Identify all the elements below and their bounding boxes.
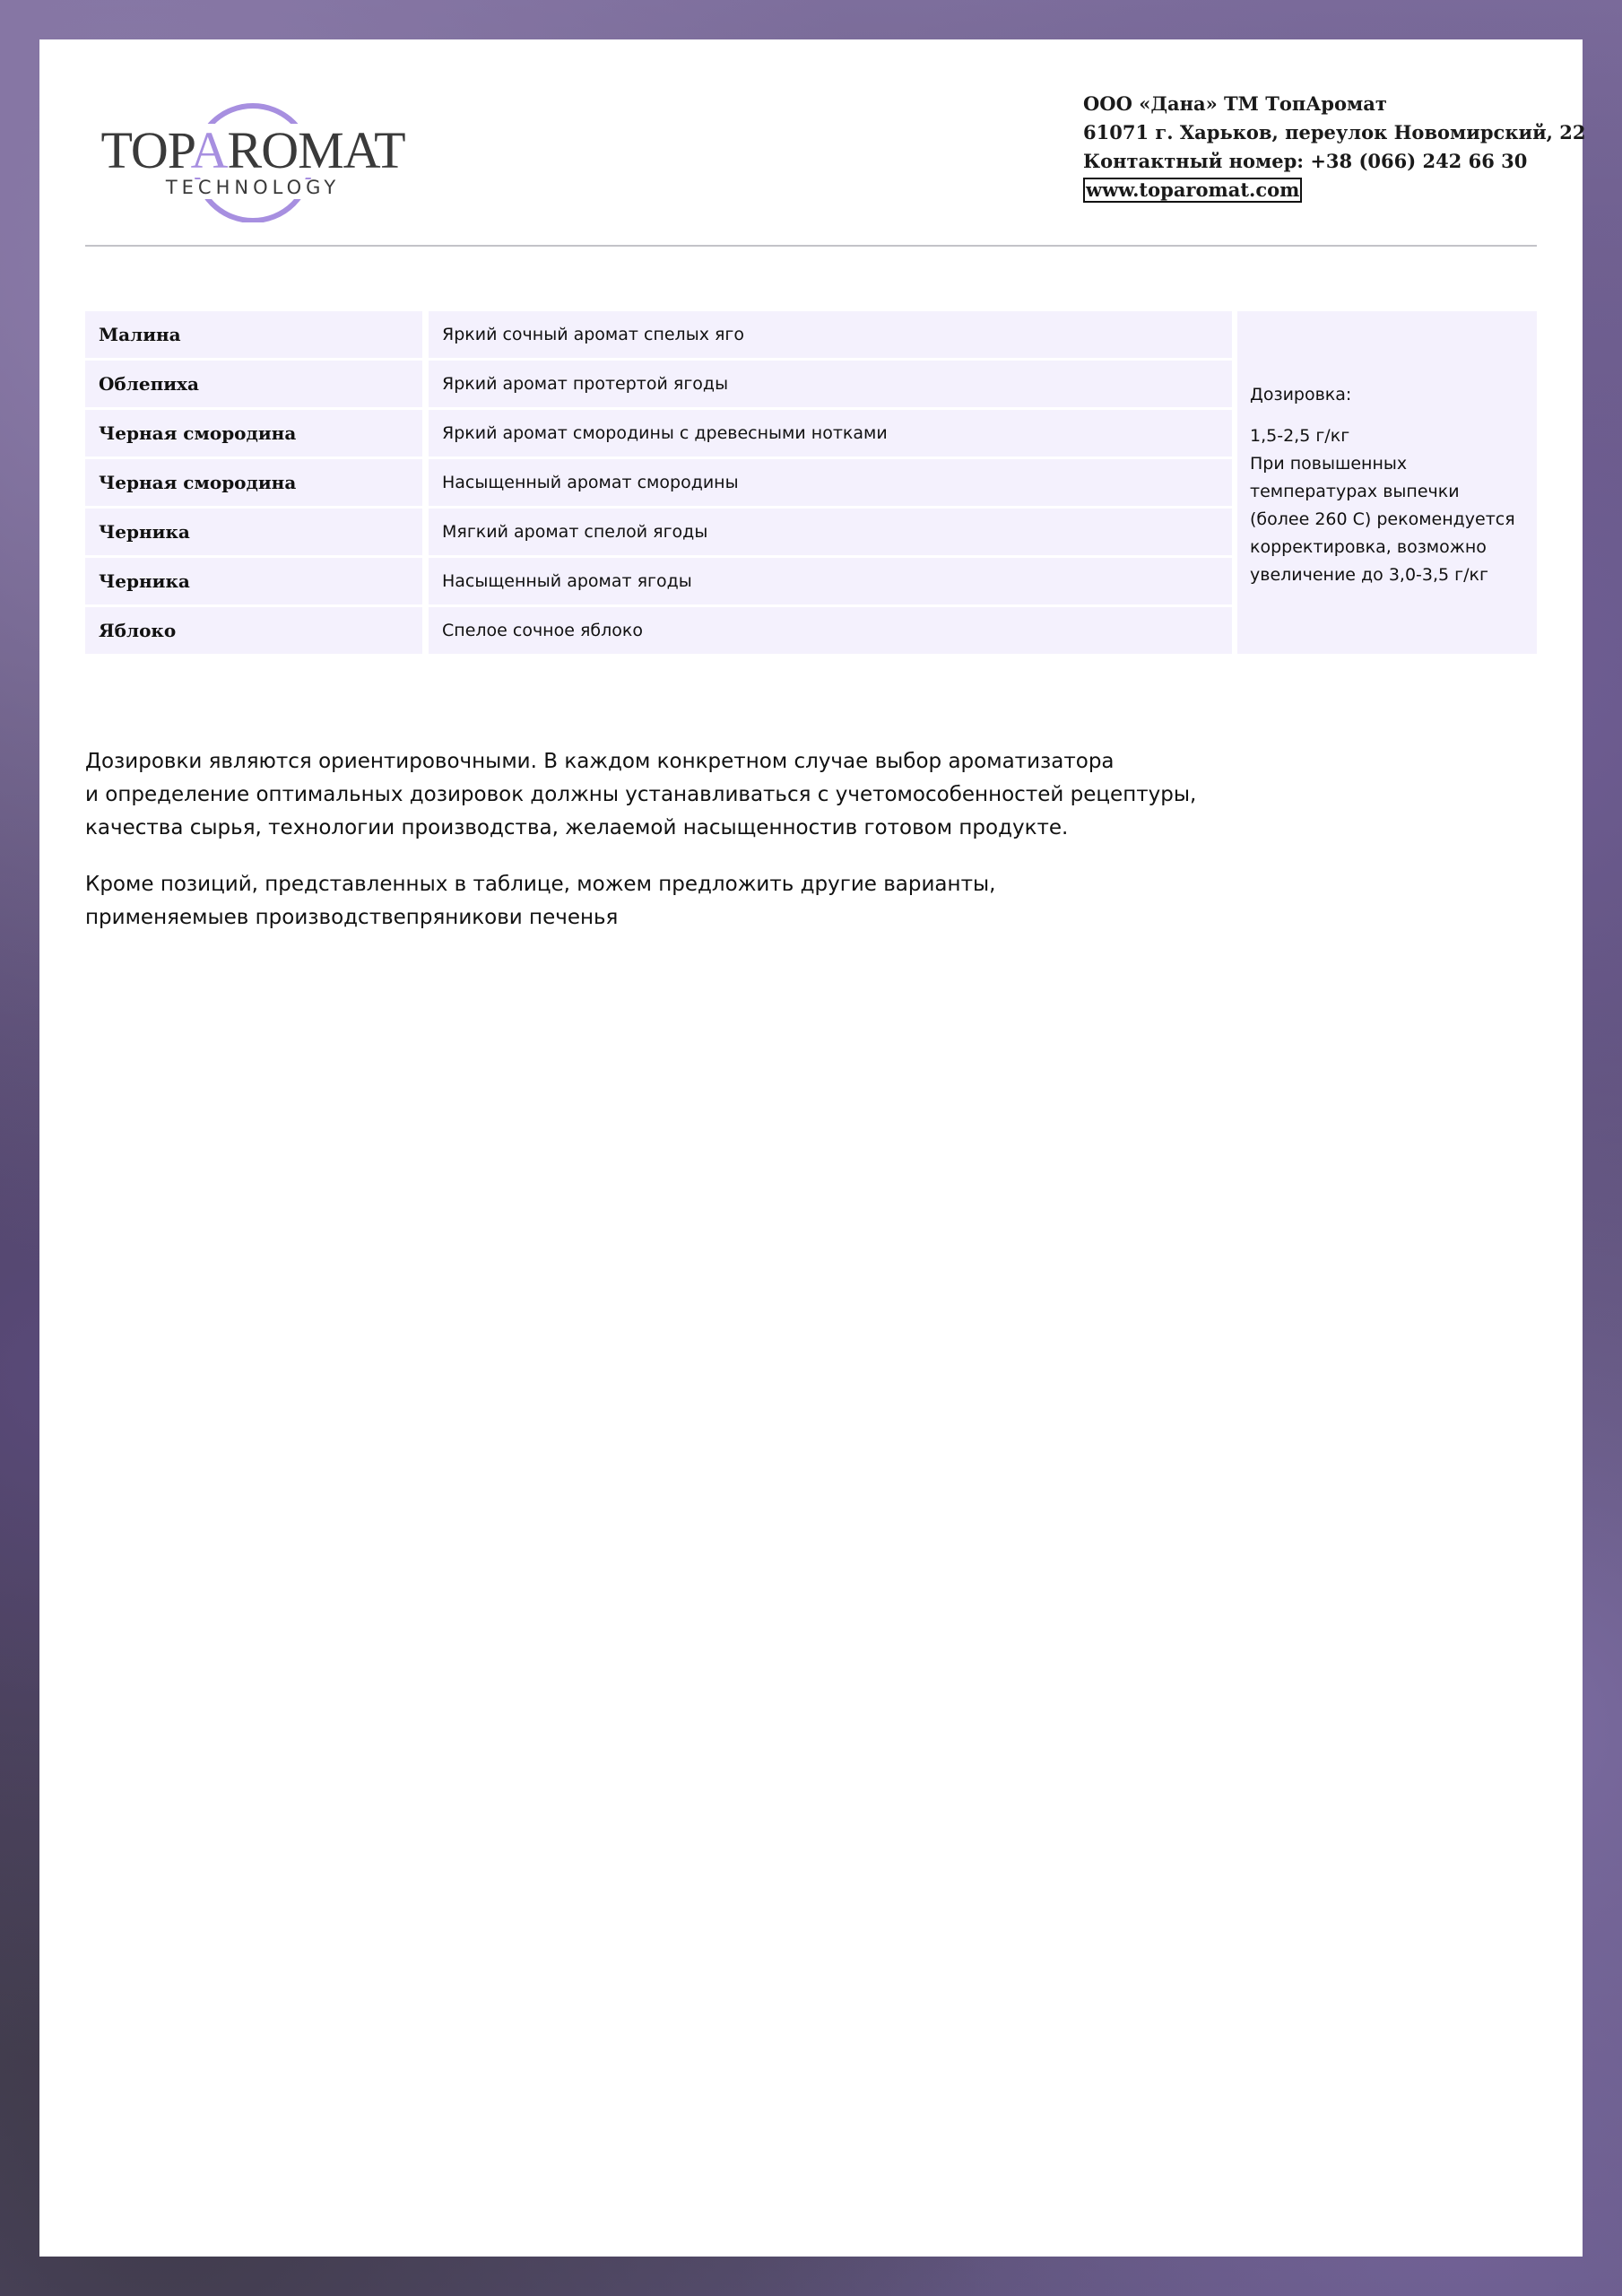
flavor-name: Облепиха — [85, 361, 422, 407]
header-divider — [85, 245, 1537, 247]
contact-block — [1083, 90, 1586, 204]
contact-phone: Контактный номер: +38 (066) 242 66 30 — [1083, 150, 1528, 172]
flavor-name: Черника — [85, 509, 422, 555]
dosage-note: Дозировки являются ориентировочными. В каждом конкретном случае выбор ароматизатора и определение оптимальных дозировок должны устанавливаться с учетомособенностей рецептуры, качества сырья, технологии производства, желаемой насыщенностив готовом продукте. — [85, 750, 1197, 839]
dosage-cell — [1237, 311, 1537, 654]
flavor-name: Черника — [85, 558, 422, 604]
flavor-description: Насыщенный аромат смородины — [429, 459, 1232, 506]
flavor-description: Яркий аромат смородины с древесными нотками — [429, 410, 1232, 457]
company-name: ООО «Дана» ТМ ТопАромат — [1083, 92, 1387, 115]
flavor-description: Мягкий аромат спелой ягоды — [429, 509, 1232, 555]
flavor-description: Яркий аромат протертой ягоды — [429, 361, 1232, 407]
flavor-name: Яблоко — [85, 607, 422, 654]
dosage-label: Дозировка: — [1250, 385, 1352, 404]
toparomat-logo — [91, 97, 414, 222]
flavor-name: Черная смородина — [85, 410, 422, 457]
company-address: 61071 г. Харьков, переулок Новомирский, 22 — [1083, 121, 1586, 144]
flavor-description: Яркий сочный аромат спелых яго — [429, 311, 1232, 358]
flavor-name: Малина — [85, 311, 422, 358]
additional-offer-note: Кроме позиций, представленных в таблице, можем предложить другие варианты, применяемыев производствепряникови печенья — [85, 873, 996, 929]
flavor-name: Черная смородина — [85, 459, 422, 506]
flavor-table — [85, 311, 1537, 654]
flavor-description: Спелое сочное яблоко — [429, 607, 1232, 654]
dosage-text: 1,5-2,5 г/кг При повышенных температурах выпечки (более 260 С) рекомендуется корректировка, возможно увеличение до 3,0-3,5 г/кг — [1250, 426, 1515, 585]
website-link[interactable]: www.toparomat.com — [1083, 178, 1302, 203]
logo-wordmark: TOPAROMAT — [100, 121, 405, 179]
document-page — [39, 39, 1586, 2257]
flavor-description: Насыщенный аромат ягоды — [429, 558, 1232, 604]
logo-subtitle: TECHNOLOGY — [165, 177, 341, 198]
